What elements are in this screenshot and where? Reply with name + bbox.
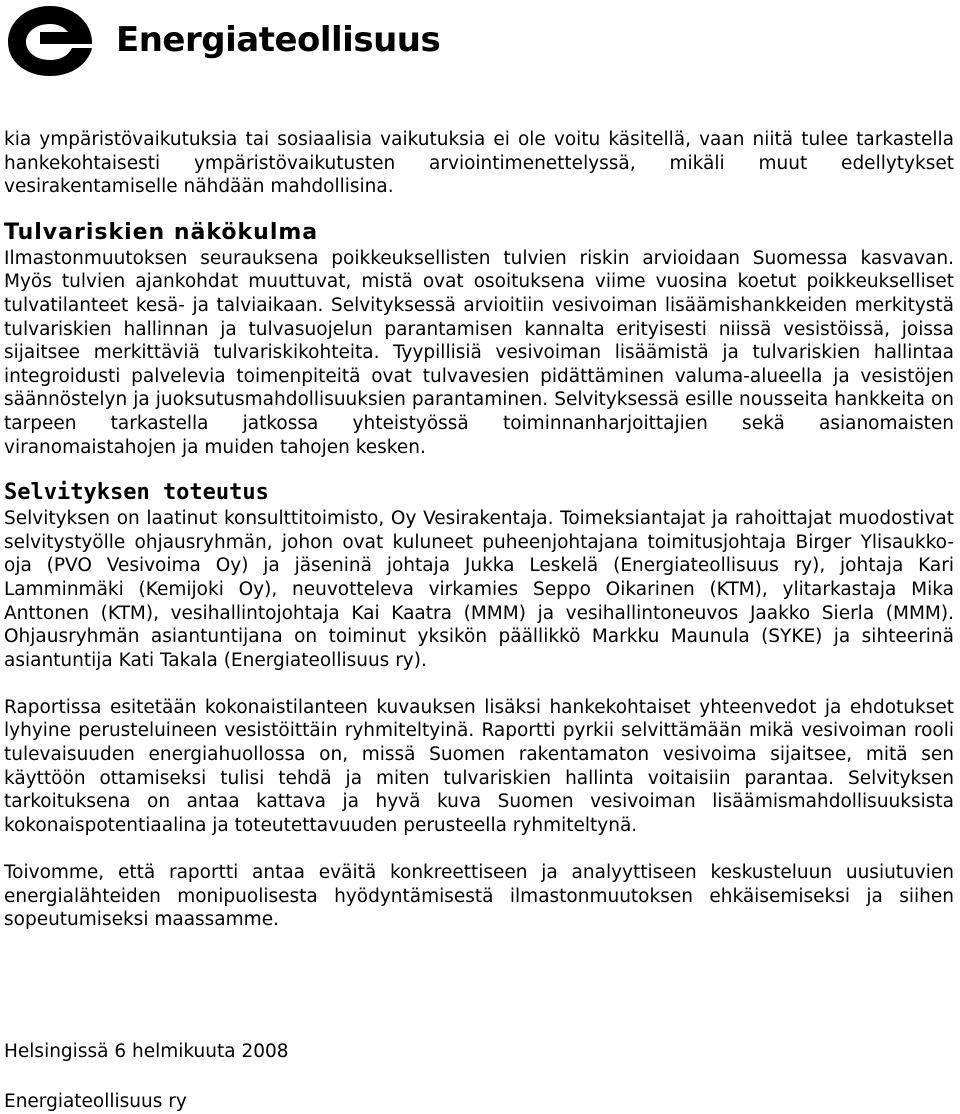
toivomme-paragraph: Toivomme, että raportti antaa eväitä konkreettiseen ja analyyttiseen keskusteluun uusiutuvien energialähteiden monipuolisesta hyödyntämisestä ilmastonmuutoksen ehkäisemiseksi ja siihen sopeutumiseksi maassamme. — [4, 862, 954, 931]
tulvariskit-paragraph: Ilmastonmuutoksen seurauksena poikkeuksellisten tulvien riskin arvioidaan Suomessa kasvavan. Myös tulvien ajankohdat muuttuvat, mistä ovat osoituksena viime vuosina koetut poikkeukselliset tulvatilanteet kesä- ja talviaikaan. Selvityksessä arvioitiin vesivoiman lisäämishankkeiden merkitystä tulvariskien hallinnan ja tulvasuojelun parantamisen kannalta erityisesti niissä vesistöissä, joissa sijaitsee merkittäviä tulvariskikohteita. Tyypillisiä vesivoiman lisäämistä ja tulvariskien hallintaa integroidusti palvelevia toimenpiteitä ovat tulvavesien pidättäminen valuma-alueella ja vesistöjen säännöstelyn ja juoksutusmahdollisuuksien parantaminen. Selvityksessä esille nousseita hankkeita on tarpeen tarkastella jatkossa yhteistyössä toiminnanharjoittajien sekä asianomaisten viranomaistahojen ja muiden tahojen kesken. — [4, 247, 954, 458]
toteutus-paragraph: Selvityksen on laatinut konsulttitoimisto, Oy Vesirakentaja. Toimeksiantajat ja rahoittajat muodostivat selvitystyölle ohjausryhmän, johon ovat kuluneet puheenjohtajana toimitusjohtaja Birger Ylisaukko-oja (PVO Vesivoima Oy) ja jäseninä johtaja Jukka Leskelä (Energiateollisuus ry), johtaja Kari Lamminmäki (Kemijoki Oy), neuvotteleva virkamies Seppo Oikarinen (KTM), ylitarkastaja Mika Anttonen (KTM), vesihallintojohtaja Kai Kaatra (MMM) ja vesihallintoneuvos Jaakko Sierla (MMM). Ohjausryhmän asiantuntijana on toiminut yksikön päällikkö Markku Maunula (SYKE) ja sihteerinä asiantuntija Kati Takala (Energiateollisuus ry). — [4, 508, 954, 671]
page-header — [0, 0, 960, 80]
signature-organization: Energiateollisuus ry — [4, 1091, 187, 1112]
signature-place-date: Helsingissä 6 helmikuuta 2008 — [4, 1041, 289, 1062]
document-body — [4, 128, 954, 932]
section-heading-toteutus: Selvityksen toteutus — [4, 480, 269, 506]
logo-wordmark: Energiateollisuus — [116, 20, 441, 60]
energiateollisuus-logo-icon — [0, 0, 100, 78]
section-heading-tulvariskit: Tulvariskien näkökulma — [4, 219, 319, 245]
raportti-paragraph: Raportissa esitetään kokonaistilanteen kuvauksen lisäksi hankekohtaiset yhteenvedot ja ehdotukset lyhyine perusteluineen vesistöittäin ryhmiteltyinä. Raportti pyrkii selvittämään mikä vesivoiman rooli tulevaisuuden energiahuollossa on, missä Suomen rakentamaton vesivoima sijaitsee, mitä sen käyttöön ottamiseksi tulisi tehdä ja miten tulvariskien hallinta voitaisiin parantaa. Selvityksen tarkoituksena on antaa kattava ja hyvä kuva Suomen vesivoiman lisäämismahdollisuuksista kokonaispotentiaalina ja toteutettavuuden perusteella ryhmiteltynä. — [4, 696, 954, 836]
intro-paragraph: kia ympäristövaikutuksia tai sosiaalisia vaikutuksia ei ole voitu käsitellä, vaan niitä tulee tarkastella hankekohtaisesti ympäristövaikutusten arviointimenettelyssä, mikäli muut edellytykset vesirakentamiselle nähdään mahdollisina. — [4, 129, 954, 198]
